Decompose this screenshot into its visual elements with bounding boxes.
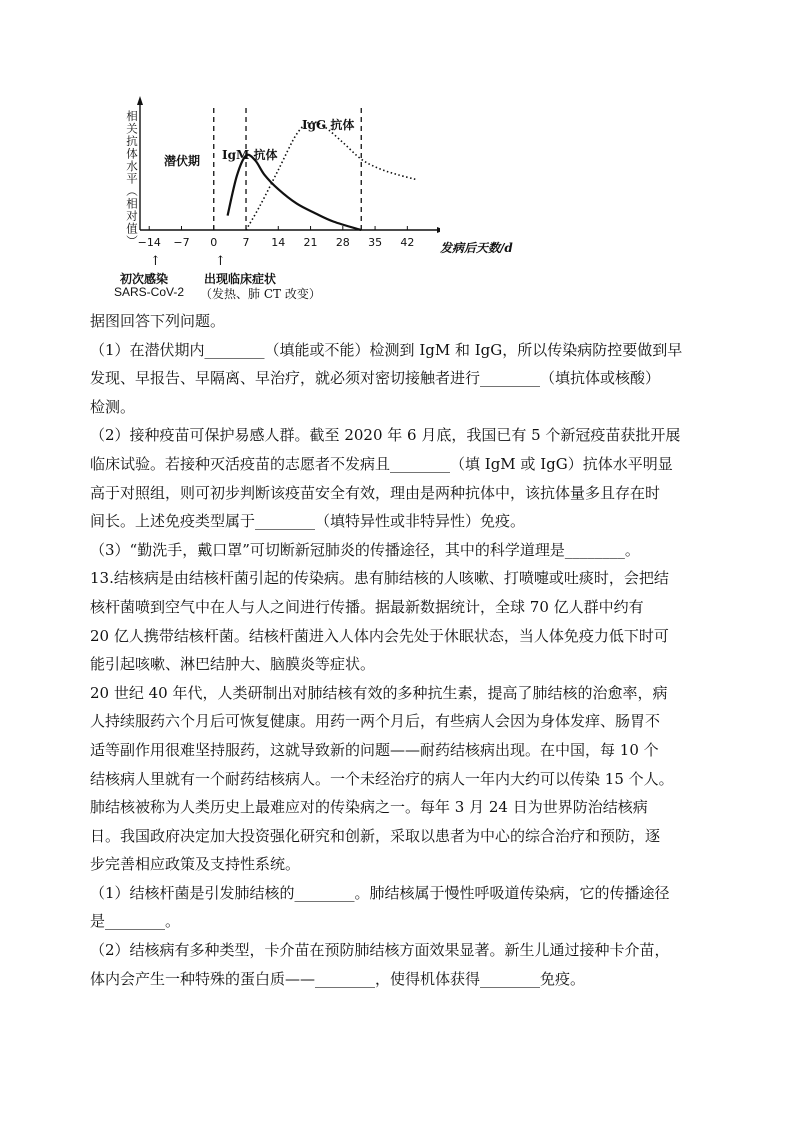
q3-line-1: （3）“勤洗手，戴口罩”可切断新冠肺炎的传播途径，其中的科学道理是________。 bbox=[90, 540, 640, 559]
q1-line-1: （1）在潜伏期内________（填能或不能）检测到 IgM 和 IgG，所以传染病防控要做到早 bbox=[90, 340, 683, 359]
p2-line-6: 日。我国政府决定加大投资强化研究和创新，采取以患者为中心的综合治疗和预防，逐 bbox=[90, 826, 661, 845]
symptom-onset-arrow: ↑ bbox=[215, 254, 226, 269]
q13-2-line-2: 体内会产生一种特殊的蛋白质——________，使得机体获得________免疫。 bbox=[90, 969, 586, 988]
initial-infection-arrow: ↑ bbox=[150, 254, 161, 269]
q13-1-line-2: 是________。 bbox=[90, 912, 181, 931]
y-axis-label: 相关抗体水平（相对值） bbox=[125, 110, 139, 248]
q13-2-line-1: （2）结核病有多种类型，卡介苗在预防肺结核方面效果显著。新生儿通过接种卡介苗， bbox=[90, 941, 670, 960]
x-tick-label: 21 bbox=[303, 236, 318, 249]
p13-line-3: 20 亿人携带结核杆菌。结核杆菌进入人体内会先处于休眠状态，当人体免疫力低下时可 bbox=[90, 626, 669, 645]
initial-infection-label: 初次感染 bbox=[120, 272, 169, 286]
q2-line-4: 间长。上述免疫类型属于________（填特异性或非特异性）免疫。 bbox=[90, 512, 526, 531]
document-body bbox=[90, 307, 700, 993]
symptom-detail-label: （发热、肺 CT 改变） bbox=[200, 287, 321, 301]
q2-line-2: 临床试验。若接种灭活疫苗的志愿者不发病且________（填 IgM 或 IgG）抗体水平明显 bbox=[90, 454, 673, 473]
symptom-onset-label: 出现临床症状 bbox=[204, 272, 277, 286]
x-tick-label: −14 bbox=[137, 236, 161, 249]
igg-label: IgG 抗体 bbox=[302, 118, 355, 132]
x-tick-label: 35 bbox=[368, 236, 383, 249]
p13-line-4: 能引起咳嗽、淋巴结肿大、脑膜炎等症状。 bbox=[90, 655, 376, 674]
p2-line-7: 步完善相应政策及支持性系统。 bbox=[90, 855, 301, 874]
antibody-figure bbox=[110, 92, 513, 302]
x-tick-label: 14 bbox=[271, 236, 286, 249]
x-tick-label: 7 bbox=[242, 236, 250, 249]
igm-curve bbox=[228, 155, 362, 230]
p2-line-3: 适等副作用很难坚持服药，这就导致新的问题——耐药结核病出现。在中国，每 10 个 bbox=[90, 740, 659, 759]
x-tick-label: 28 bbox=[335, 236, 350, 249]
p2-line-2: 人持续服药六个月后可恢复健康。用药一两个月后，有些病人会因为身体发痒、肠胃不 bbox=[90, 712, 661, 731]
q13-1-line-1: （1）结核杆菌是引发肺结核的________。肺结核属于慢性呼吸道传染病，它的传播途径 bbox=[90, 883, 670, 902]
igg-curve bbox=[246, 122, 417, 230]
q1-line-3: 检测。 bbox=[90, 397, 136, 416]
q1-line-2: 发现、早报告、早隔离、早治疗，就必须对密切接触者进行________（填抗体或核酸） bbox=[90, 369, 661, 388]
q2-line-3: 高于对照组，则可初步判断该疫苗安全有效，理由是两种抗体中，该抗体量多且存在时 bbox=[90, 483, 661, 502]
x-tick-label: −7 bbox=[173, 236, 190, 249]
intro-line: 据图回答下列问题。 bbox=[90, 312, 226, 330]
p2-line-5: 肺结核被称为人类历史上最难应对的传染病之一。每年 3 月 24 日为世界防治结核病 bbox=[90, 798, 648, 817]
p13-line-1: 13.结核病是由结核杆菌引起的传染病。患有肺结核的人咳嗽、打喷嚏或吐痰时，会把结 bbox=[90, 569, 669, 588]
x-axis-label: 发病后天数/d bbox=[440, 241, 513, 255]
p2-line-1: 20 世纪 40 年代，人类研制出对肺结核有效的多种抗生素，提高了肺结核的治愈率，病 bbox=[90, 683, 668, 702]
igm-label: IgM 抗体 bbox=[222, 148, 278, 162]
x-tick-label: 42 bbox=[400, 236, 415, 249]
p13-line-2: 核杆菌喷到空气中在人与人之间进行传播。据最新数据统计，全球 70 亿人群中约有 bbox=[90, 597, 644, 616]
y-axis-arrow bbox=[137, 96, 143, 105]
latent-period-label: 潜伏期 bbox=[164, 154, 201, 168]
x-axis-arrow bbox=[437, 227, 440, 233]
q2-line-1: （2）接种疫苗可保护易感人群。截至 2020 年 6 月底，我国已有 5 个新冠疫苗获批开展 bbox=[90, 426, 681, 445]
x-tick-label: 0 bbox=[210, 236, 218, 249]
virus-name-label: SARS-CoV-2 bbox=[114, 285, 185, 299]
p2-line-4: 结核病人里就有一个耐药结核病人。一个未经治疗的病人一年内大约可以传染 15 个人。 bbox=[90, 769, 674, 788]
